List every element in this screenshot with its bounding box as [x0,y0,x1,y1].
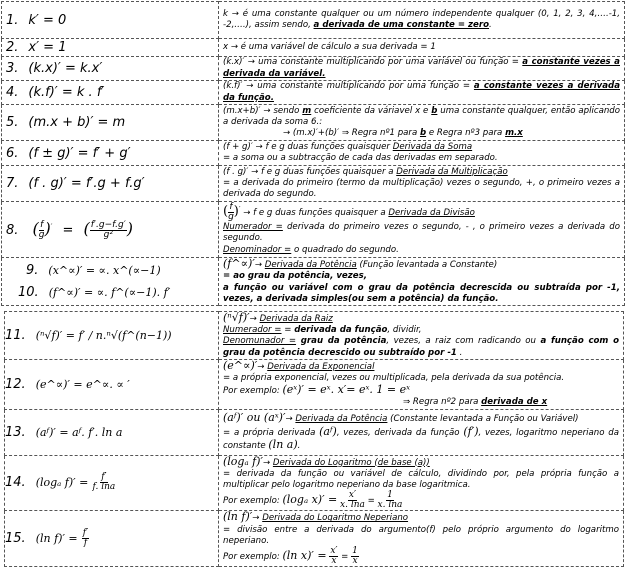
formula-cell: 8. ( $\frac{f}{g}$ )′ = ( $\frac{f'.g-f.g'}{\text{g²}}$ ) [2,202,219,258]
rule-number: 1. [6,12,19,28]
desc-emphasis: b [431,105,438,116]
rule-number: 9. [26,262,39,278]
desc-text: = a própria derivada [223,427,320,438]
desc-rule-name: Derivada da Exponencial [267,361,375,372]
desc-text: . [489,20,492,30]
desc-text: , vezes, logaritmo neperiano da constante [223,427,619,451]
fraction [329,547,338,566]
desc-text: (m.x+b)′ → sendo [223,105,303,116]
description-cell [219,105,625,141]
desc-text: = a soma ou a subtracção de cada das derivadas em separado. [223,153,498,163]
rule-formula: (logₐ f)′ = [35,476,89,490]
desc-emphasis: a função com o grau da potência decrescido ou subtraído por -1 [223,336,620,358]
desc-text: ⇒ Regra nº2 para [403,397,482,408]
rule-number: 14. [5,475,26,491]
description-cell [219,2,625,39]
description-cell [219,258,625,306]
rule-number: 3. [6,61,19,76]
desc-rule-name: Derivada da Potência [264,260,357,271]
rule-number: 13. [5,424,26,440]
desc-text: derivada do primeiro vezes o segundo, - , o primeiro vezes a derivada do segundo. [223,222,620,244]
denominator: x [331,556,337,567]
description-cell [219,312,624,360]
rule-row-6 [2,141,625,166]
numerator: x′ [330,546,338,557]
arrow-icon: → [254,260,265,271]
numerator: f′ [101,472,107,483]
arrow-icon: → [262,457,273,468]
rule-formula: x′ = 1 [28,40,67,55]
rule-row-1 [2,2,625,39]
rule-row-13 [5,409,624,455]
desc-text: x → é uma variável de cálculo a sua derivada = 1 [223,41,436,52]
desc-text: = derivada da função ou variável de cálculo, dividindo por, pela própria função a multiplicar pelo logaritmo neperiano da base logaritmica. [223,468,619,491]
rule-formula: (k.f)′ = k . f′ [28,85,105,100]
formula-cell [2,258,219,306]
desc-text: (f . g)′ → f e g duas funções quaisquer a [223,166,397,177]
formula-cell [5,511,219,567]
formula-cell [2,81,219,105]
desc-formula: (ⁿ√f)′ [223,311,250,324]
equals: = [341,552,349,563]
example-label: Por exemplo: [223,496,283,507]
rule-number: 12. [5,376,26,392]
description-cell [219,359,624,409]
rule-row-11 [5,312,624,360]
rule-formula: (f^∝)′ = ∝. f^(∝−1). f′ [48,285,171,299]
fraction [340,491,365,510]
numerator: f′ [82,528,89,539]
rule-formula: (ⁿ√f)′ = f′ / n.ⁿ√(f^(n−1)) [35,328,172,342]
example-formula: (ln x)′ = [282,549,327,563]
equals: = [62,223,74,238]
desc-text: = ao grau da potência, vezes, [223,271,367,282]
rule-formula: (m.x + b)′ = m [28,115,126,130]
desc-text: coeficiente da váriavel x e [311,105,432,116]
desc-text: k → é uma constante qualquer ou um número independente qualquer (0, 1, 2, 3, 4,….-1, -2,….), assim sendo, [223,8,620,30]
rule-number: 4. [6,85,19,100]
rule-number: 7. [6,176,19,191]
desc-text: (k.x)′ → uma constante multiplicando por uma variável ou função = [223,57,523,68]
desc-formula: (logₐ f)′ [223,455,263,468]
desc-text: , dividir, [387,325,422,336]
numerator: 1 [387,490,393,501]
formula-cell [2,39,219,57]
desc-formula: (ln a) [268,437,298,451]
formula-cell [2,57,219,81]
desc-rule-name: Derivada da Potência [295,414,388,425]
denominator: g [38,230,45,240]
description-cell [219,409,624,455]
formula-cell [5,409,219,455]
desc-rule-name: Derivada da Multiplicação [396,166,508,177]
numerator-label: Numerador = [223,222,283,233]
desc-text: a função ou variável com o grau da potência decrescida ou subtraída por -1, vezes, a derivada simples(ou sem a potência) da função. [223,282,620,304]
denominator: f. lna [92,482,116,493]
desc-text: = a derivada do primeiro (termo da multiplicação) vezes o segundo, +, o primeiro vezes a derivada do segundo. [223,177,620,200]
desc-text: (Função levantada a Constante) [356,260,498,271]
rule-formula: (f ± g)′ = f′ + g′ [28,145,131,161]
rule-formula: (e^∝)′ = e^∝. ∝ ′ [35,377,130,391]
desc-text: = [281,325,295,336]
desc-text: → f e g duas funções quaisquer a [243,208,389,219]
desc-emphasis: m [302,105,312,116]
formula-cell [2,166,219,202]
denominator-label: Denominador = [223,244,292,255]
desc-text: e Regra nº3 para [426,128,506,139]
numerator-label: Numerador = [223,325,282,336]
description-cell [219,141,625,166]
desc-text: = divisão entre a derivada do argumento(f) pelo próprio argumento do logaritmo neperiano. [223,524,619,546]
formula-cell [2,105,219,141]
numerator: f′.g−f.g′ [90,220,126,230]
desc-emphasis: a constante vezes a derivada da variável. [223,57,620,79]
desc-text: , vezes, a raiz com radicando ou [386,336,541,347]
rule-formula: k′ = 0 [28,12,67,28]
fraction [351,547,359,566]
rule-row-3 [2,57,625,81]
rule-number: 10. [18,284,39,300]
description-cell [219,511,624,567]
rule-number: 15. [5,531,26,547]
description-cell [219,39,625,57]
derivative-rules-table-1 [1,1,625,306]
description-cell: ( $\frac{f}{g}$ )′ → f e g duas funções quaisquer a Derivada da Divisão Numerador = derivada do primeiro vezes o segundo, - , o primeiro vezes a derivada do segundo. Denominador = o quadrado do segundo. [219,202,625,258]
fraction [378,491,403,510]
numerator: 1 [352,546,358,557]
desc-formula: (e^∝)′ [223,359,258,372]
desc-formula: (aᶠ)′ ou (aˣ)′ [223,411,286,425]
arrow-icon: → [285,414,296,425]
denominator: x [352,556,358,567]
description-cell [219,57,625,81]
rule-row-4 [2,81,625,105]
numerator: f [40,220,44,230]
rule-number: 6. [6,145,19,161]
rule-formula: (k.x)′ = k.x′ [28,61,103,76]
formula-cell [5,359,219,409]
desc-emphasis: a derivada de uma constante = zero [313,20,490,30]
rule-number: 2. [6,40,19,55]
denominator: f [83,538,88,549]
numerator: f [229,202,233,213]
example-formula: (eˣ)′ = eˣ. x′= eˣ. 1 = eˣ [282,383,411,397]
description-cell [219,81,625,105]
formula-cell [5,455,219,511]
desc-rule-name: Derivada da Soma [392,141,473,152]
rule-row-7 [2,166,625,202]
rule-row-9-10 [2,258,625,306]
rule-formula: (x^∝)′ = ∝. x^(∝−1) [48,263,161,277]
fraction [90,221,127,240]
desc-text: uma constante qualquer, então aplicando a derivada da soma 6.: [223,105,621,127]
desc-text: (Constante levantada a Função ou Variável) [387,414,579,425]
rule-formula: (aᶠ)′ = aᶠ. f′. ln a [35,425,123,439]
denominator-label: Denomunador = [223,336,297,347]
desc-rule-name: Derivada do Logaritmo Neperiano [262,513,409,524]
denominator: x. lna [377,500,403,511]
rule-number: 8. [6,223,19,238]
arrow-icon: → [257,361,268,372]
rule-formula: (f . g)′ = f′.g + f.g′ [28,176,145,191]
desc-text: o quadrado do segundo. [291,244,399,255]
denominator: g² [103,230,113,240]
desc-emphasis: grau da potência [296,336,387,347]
rule-row-12 [5,359,624,409]
desc-formula: (ln f)′ [223,510,253,524]
rule-row-8 [2,202,625,258]
fraction [93,473,116,492]
rule-row-2 [2,39,625,57]
rule-number: 11. [5,327,26,343]
desc-rule-name: Derivada da Divisão [388,208,475,219]
desc-text: → (m.x)′+(b)′ ⇒ Regra nº1 para [283,128,420,139]
desc-text: = a própria exponencial, vezes ou multiplicada, pela derivada da sua potência. [223,373,565,384]
derivative-rules-table-2 [4,311,624,567]
desc-text: . [297,440,301,451]
example-formula: (logₐ x)′ = [282,493,338,507]
rule-row-5 [2,105,625,141]
desc-rule-name: Derivada da Raiz [259,314,333,324]
equals: = [367,496,375,507]
formula-cell [2,141,219,166]
desc-rule-name: Derivada do Logaritmo (de base (a)) [272,457,430,468]
desc-text: , vezes, derivada da função [336,427,464,438]
desc-text: (f + g)′ → f e g duas funções quaisquer [223,141,393,152]
desc-emphasis: a constante vezes a derivada da função. [223,81,620,103]
description-cell [219,455,624,511]
example-label: Por exemplo: [223,552,283,563]
desc-formula: (f^∝)′ [223,257,255,271]
arrow-icon: → [249,314,260,324]
desc-emphasis: derivada da função [294,325,388,336]
example-label: Por exemplo: [223,386,283,397]
rule-row-14 [5,455,624,511]
numerator: x′ [348,490,356,501]
denominator: g [228,212,234,223]
arrow-icon: → [252,513,263,524]
desc-emphasis: derivada de x [481,397,548,408]
desc-formula: (aᶠ) [319,424,337,438]
rule-row-15 [5,511,624,567]
rule-formula: (ln f)′ = [35,532,78,546]
desc-emphasis: b [419,128,427,139]
desc-formula: (f′) [463,424,479,438]
fraction [82,529,89,548]
rule-number: 5. [6,115,19,130]
desc-emphasis: m.x [505,128,523,139]
denominator: x. lna [340,500,365,511]
desc-text: (k.f)′ → uma constante multiplicando por uma função = [223,81,474,92]
description-cell [219,166,625,202]
formula-cell [2,2,219,39]
desc-text: . [456,347,463,358]
formula-cell [5,312,219,360]
